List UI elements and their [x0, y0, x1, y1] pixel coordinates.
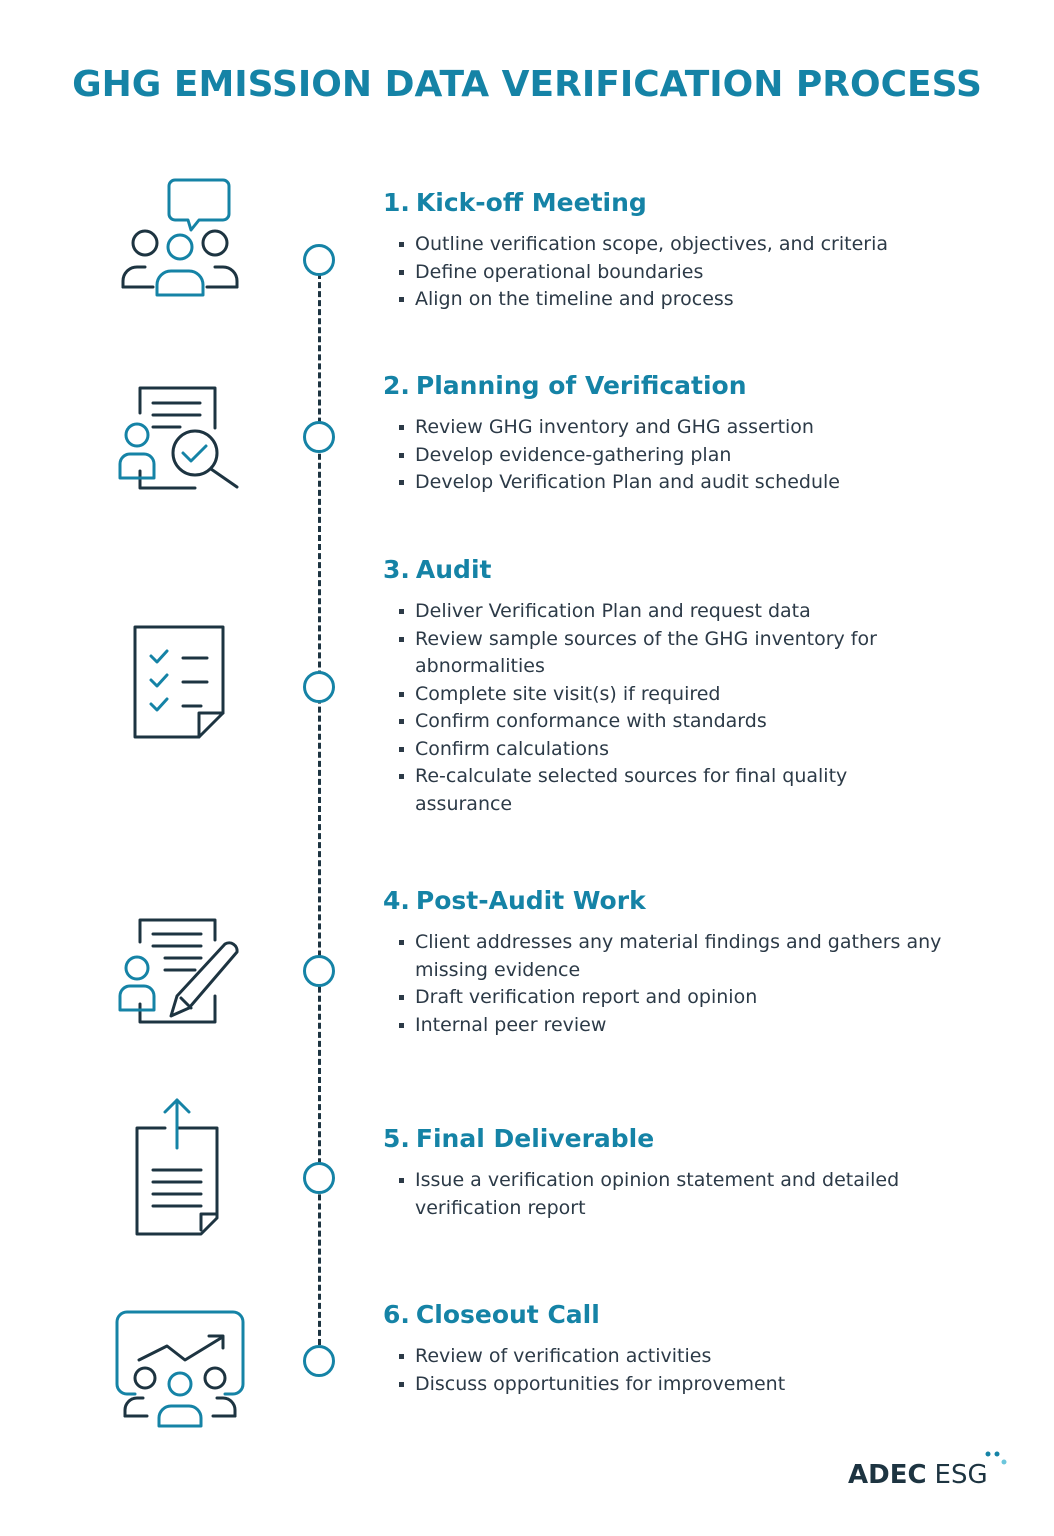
- step-5-heading: [383, 1124, 1023, 1153]
- step-6: [383, 1300, 1023, 1398]
- list-item: Define operational boundaries: [383, 259, 1023, 287]
- list-item: Deliver Verification Plan and request data: [383, 598, 923, 626]
- list-item: Confirm conformance with standards: [383, 708, 923, 736]
- list-item: Re-calculate selected sources for final quality assurance: [383, 763, 923, 818]
- step-number: 4.: [383, 886, 410, 915]
- list-item: Review of verification activities: [383, 1343, 1023, 1371]
- step-title: Kick-off Meeting: [415, 188, 647, 217]
- step-1-items: [383, 231, 1023, 314]
- step-number: 2.: [383, 371, 410, 400]
- step-3-items: [383, 598, 923, 818]
- list-item: Develop evidence-gathering plan: [383, 442, 1023, 470]
- list-item: Review GHG inventory and GHG assertion: [383, 414, 1023, 442]
- logo-brand: ADEC: [848, 1460, 927, 1490]
- step-4: [383, 886, 1023, 1039]
- document-upload-icon: [105, 1096, 255, 1226]
- list-item: Complete site visit(s) if required: [383, 681, 923, 709]
- step-6-heading: [383, 1300, 1023, 1329]
- step-number: 3.: [383, 555, 410, 584]
- step-3: [383, 555, 1023, 818]
- list-item: Review sample sources of the GHG inventory for abnormalities: [383, 626, 923, 681]
- step-5-items: [383, 1167, 963, 1222]
- page-title: GHG EMISSION DATA VERIFICATION PROCESS: [72, 64, 982, 105]
- step-number: 6.: [383, 1300, 410, 1329]
- timeline-dot-3: [303, 671, 335, 703]
- list-item: Outline verification scope, objectives, and criteria: [383, 231, 1023, 259]
- document-review-icon: [105, 383, 255, 513]
- step-title: Audit: [415, 555, 492, 584]
- step-5: [383, 1124, 1023, 1222]
- team-chat-icon: [105, 175, 255, 305]
- step-1-heading: [383, 188, 1023, 217]
- step-title: Planning of Verification: [415, 371, 747, 400]
- step-4-items: [383, 929, 1003, 1039]
- step-title: Post-Audit Work: [415, 886, 646, 915]
- timeline-dot-4: [303, 955, 335, 987]
- logo-suffix: ESG: [934, 1460, 988, 1490]
- logo-dots-icon: [980, 1448, 1010, 1478]
- step-number: 1.: [383, 188, 410, 217]
- step-number: 5.: [383, 1124, 410, 1153]
- step-2-heading: [383, 371, 1023, 400]
- timeline-dot-5: [303, 1162, 335, 1194]
- list-item: Issue a verification opinion statement and detailed verification report: [383, 1167, 963, 1222]
- step-4-heading: [383, 886, 1023, 915]
- step-2-items: [383, 414, 1023, 497]
- checklist-icon: [105, 622, 255, 752]
- step-title: Final Deliverable: [415, 1124, 655, 1153]
- team-presentation-icon: [105, 1308, 255, 1438]
- list-item: Develop Verification Plan and audit schedule: [383, 469, 1023, 497]
- adec-esg-logo: [848, 1460, 1018, 1500]
- document-edit-icon: [105, 914, 255, 1044]
- step-2: [383, 371, 1023, 497]
- timeline-dot-2: [303, 421, 335, 453]
- timeline-dot-1: [303, 244, 335, 276]
- list-item: Align on the timeline and process: [383, 286, 1023, 314]
- list-item: Draft verification report and opinion: [383, 984, 1003, 1012]
- list-item: Confirm calculations: [383, 736, 923, 764]
- step-3-heading: [383, 555, 1023, 584]
- step-6-items: [383, 1343, 1023, 1398]
- list-item: Client addresses any material findings and gathers any missing evidence: [383, 929, 1003, 984]
- list-item: Internal peer review: [383, 1012, 1003, 1040]
- step-1: [383, 188, 1023, 314]
- step-title: Closeout Call: [415, 1300, 600, 1329]
- timeline-dot-6: [303, 1345, 335, 1377]
- list-item: Discuss opportunities for improvement: [383, 1371, 1023, 1399]
